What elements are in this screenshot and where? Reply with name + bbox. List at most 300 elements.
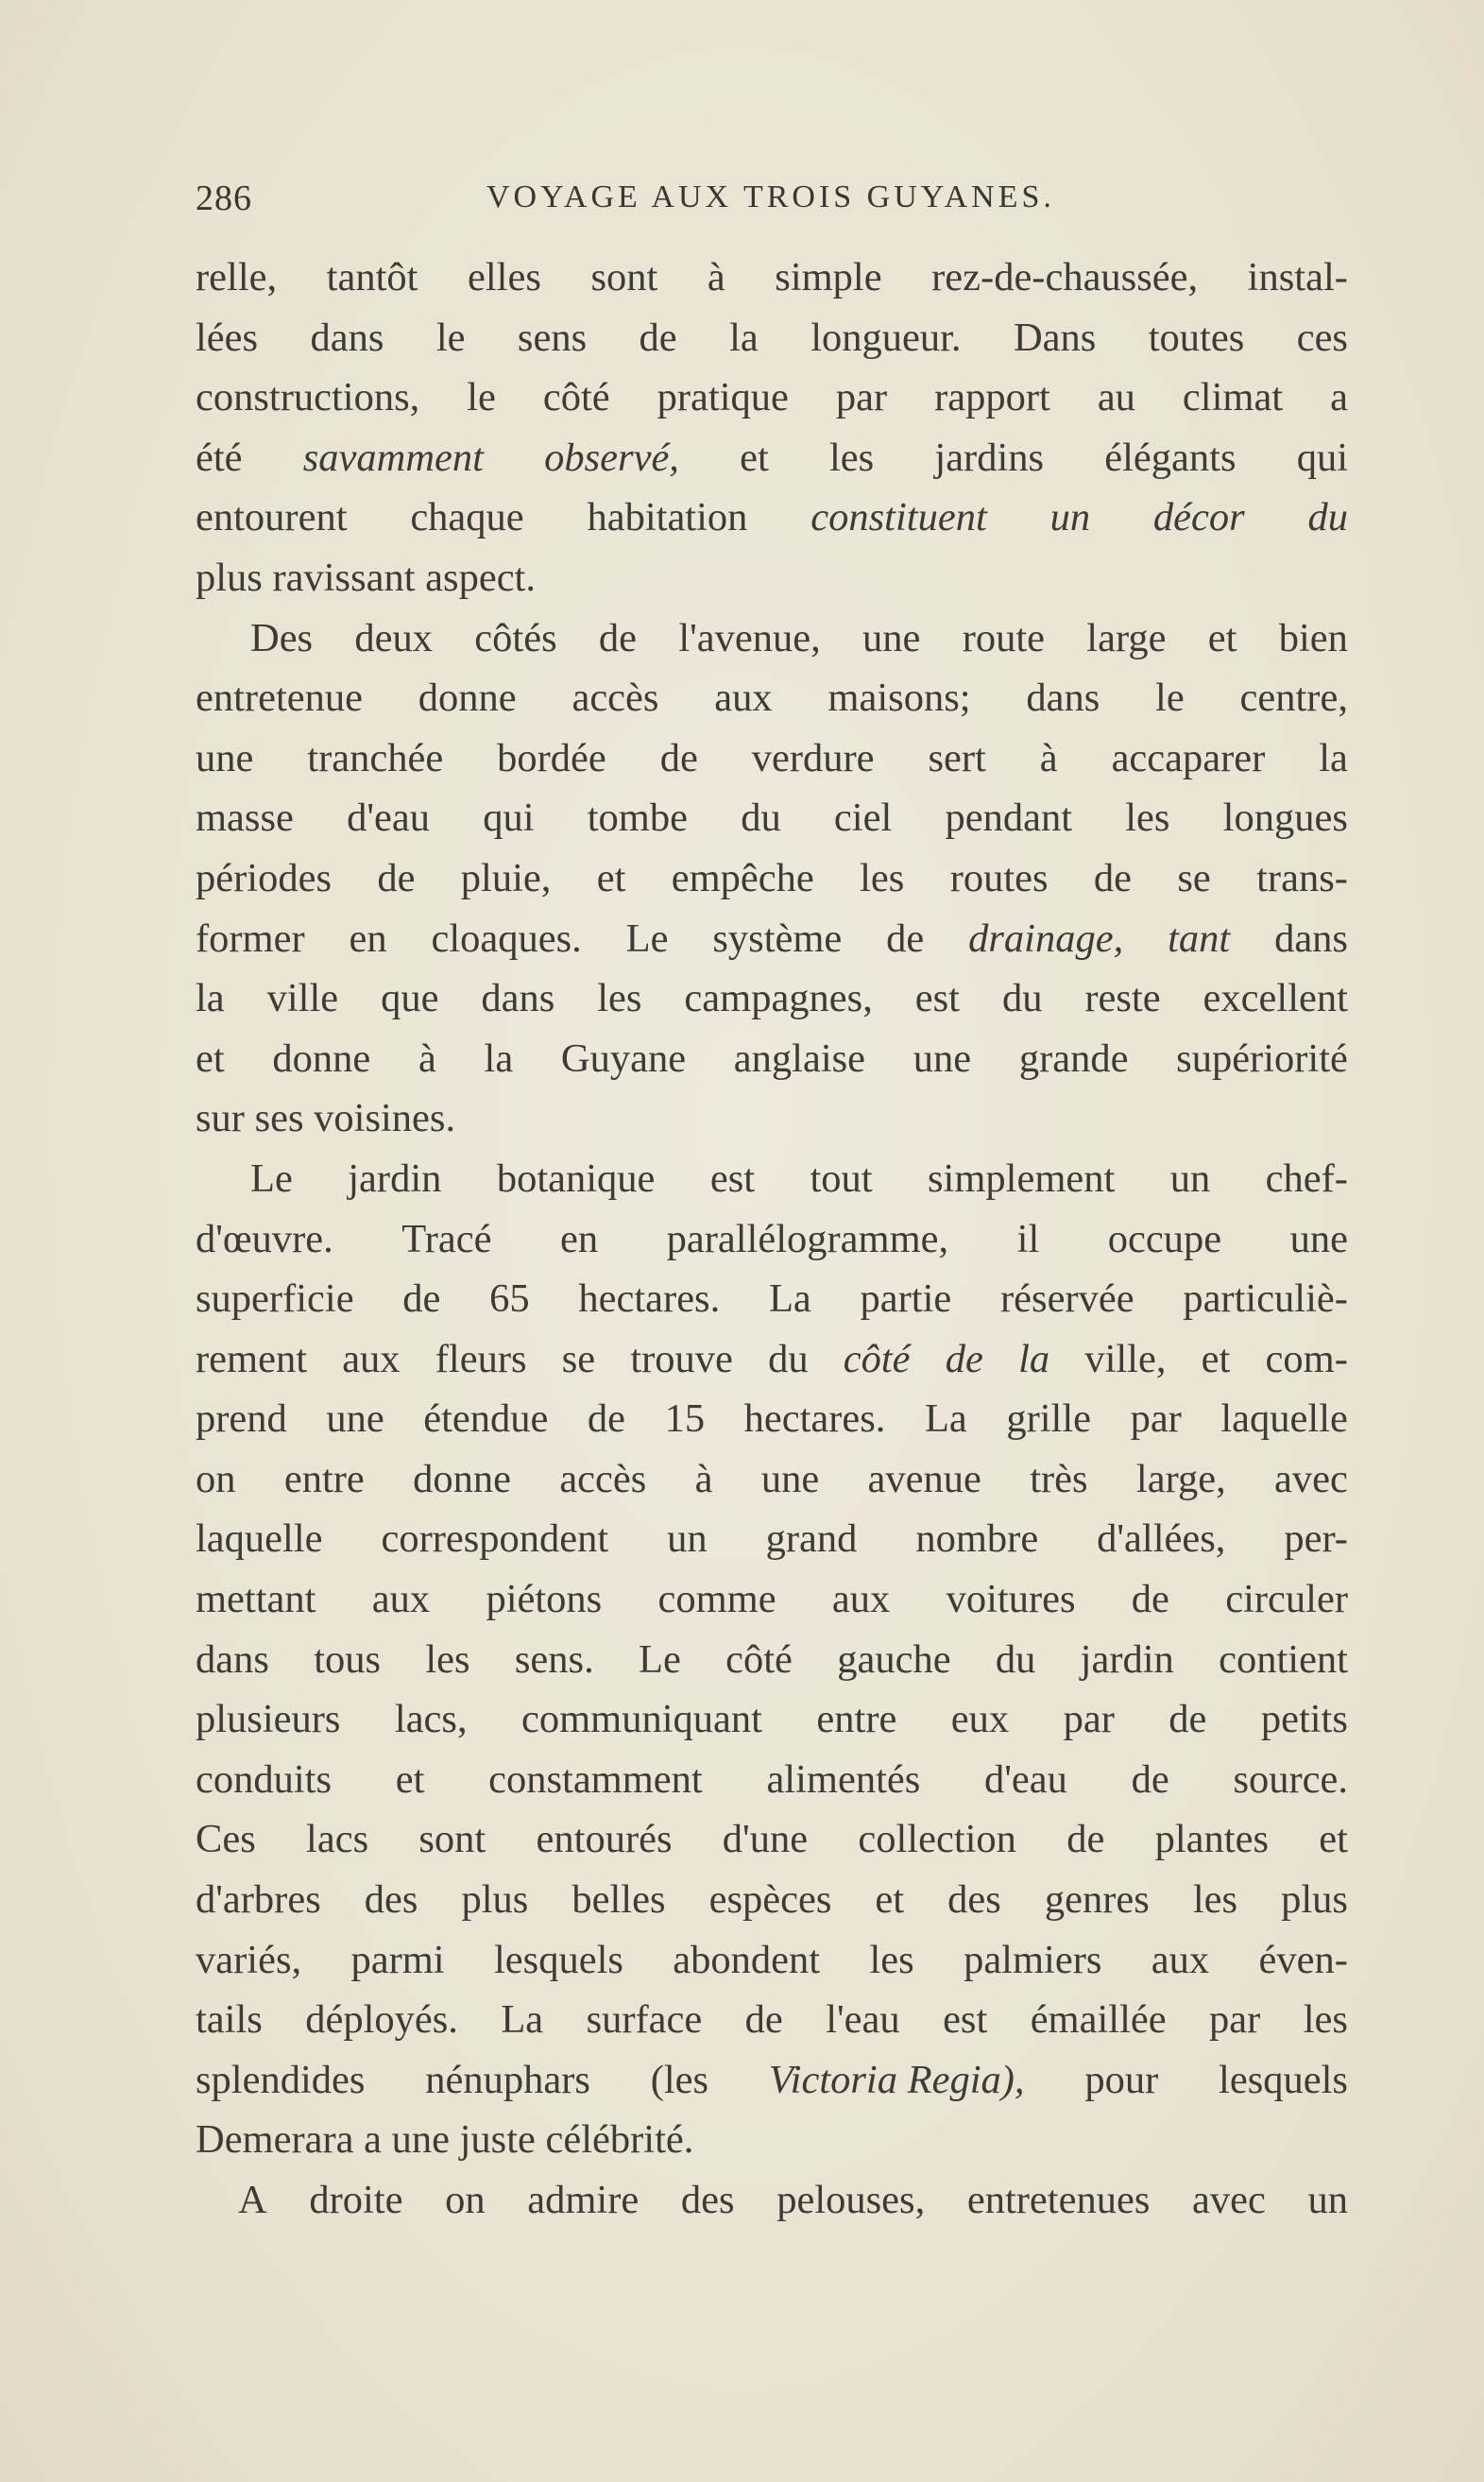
word: dans (196, 1636, 269, 1682)
word: conduits (196, 1756, 333, 1802)
word: correspondent (381, 1516, 609, 1562)
word: le (1155, 676, 1185, 721)
word: du (741, 796, 781, 841)
word: aux (831, 1577, 891, 1622)
word: du (1001, 976, 1043, 1021)
word: chef- (1265, 1155, 1348, 1201)
word: en (559, 1216, 599, 1261)
text-line (196, 428, 1348, 488)
word: simplement (928, 1155, 1116, 1201)
word: système (712, 916, 843, 961)
word: longues (1222, 796, 1348, 841)
word: est (914, 976, 960, 1021)
word: de (377, 855, 416, 900)
word: aux (714, 676, 773, 721)
word: d'une (722, 1817, 809, 1862)
word: périodes (196, 855, 332, 900)
word: nombre (915, 1516, 1039, 1562)
word: laquelle (1220, 1396, 1348, 1442)
text-line (196, 2170, 1348, 2231)
word: tant (1168, 916, 1231, 961)
word: Ces (196, 1817, 256, 1862)
word: éven- (1258, 1937, 1348, 1982)
word: de (1131, 1756, 1169, 1802)
word: simple (775, 255, 882, 300)
word: trouve (630, 1336, 733, 1381)
text-line (196, 1449, 1348, 1510)
word: (les (650, 2057, 709, 2102)
word: botanique (496, 1155, 656, 1201)
word: de (587, 1396, 626, 1442)
word: pour (1084, 2057, 1159, 2102)
text-line (196, 728, 1348, 789)
word: aux (342, 1336, 401, 1381)
word: les (860, 855, 905, 900)
word: accès (571, 676, 659, 721)
text-line (196, 608, 1348, 669)
word: de (945, 1336, 983, 1381)
word: superficie (196, 1276, 354, 1322)
word: les (828, 435, 875, 480)
text-line (196, 248, 1348, 308)
word: un (1169, 1155, 1211, 1201)
text-line (196, 1870, 1348, 1930)
word: grille (1006, 1396, 1092, 1442)
word: prend (196, 1396, 287, 1442)
word: lacs, (394, 1697, 468, 1742)
word: entretenues (966, 2178, 1151, 2222)
word: 65 (489, 1276, 530, 1322)
word: hectares. (743, 1396, 886, 1442)
word: de (1168, 1697, 1207, 1742)
word: décor (1152, 495, 1245, 540)
word: Des (250, 615, 314, 660)
word: lesquels (1219, 2057, 1348, 2102)
word: les (1303, 1997, 1348, 2043)
word: déployés. (305, 1997, 458, 2043)
text-line (196, 1509, 1348, 1569)
word: à (694, 1456, 713, 1501)
word: Le (625, 916, 669, 961)
word: instal- (1247, 255, 1348, 300)
text-line (196, 968, 1348, 1029)
word: les (1192, 1877, 1238, 1923)
word: une (1289, 1216, 1348, 1261)
word: se (1177, 855, 1211, 900)
word: et (395, 1756, 425, 1802)
word: sens. (514, 1636, 594, 1682)
word: droite (309, 2178, 403, 2222)
word: à (1039, 735, 1058, 780)
word: la (196, 976, 225, 1021)
word: fleurs (435, 1336, 527, 1381)
word: une (326, 1396, 384, 1442)
word: aux (1151, 1937, 1210, 1982)
word: grand (765, 1516, 858, 1562)
word: avec (1192, 2178, 1266, 2222)
word: 15 (664, 1396, 706, 1442)
word: source. (1233, 1756, 1348, 1802)
word: est (943, 1997, 988, 2043)
word: large, (1135, 1456, 1226, 1501)
word: communiquant (521, 1697, 762, 1742)
word: alimentés (766, 1756, 921, 1802)
word: particuliè- (1183, 1276, 1348, 1322)
word: abondent (673, 1937, 821, 1982)
word: donne (272, 1036, 371, 1081)
word: une (862, 615, 921, 660)
word: donne (418, 676, 517, 721)
word: on (445, 2178, 486, 2222)
word: climat (1182, 375, 1284, 420)
word: pluie, (460, 855, 552, 900)
word: est (709, 1155, 756, 1201)
word: sens (517, 315, 588, 360)
text-line (196, 1809, 1348, 1870)
word: par (835, 375, 888, 420)
word: de (1066, 1817, 1105, 1862)
word: laquelle (196, 1516, 323, 1562)
word: parmi (350, 1937, 445, 1982)
word: per- (1284, 1516, 1348, 1562)
word: une (760, 1456, 820, 1501)
word: ville (266, 976, 339, 1021)
word: masse (196, 796, 294, 841)
text-line (196, 788, 1348, 848)
word: une (913, 1036, 972, 1081)
word: des (364, 1877, 418, 1923)
text-line (196, 909, 1348, 969)
word: de (744, 1997, 783, 2043)
word: à (707, 255, 725, 300)
word: en (349, 916, 387, 961)
word: plus (1281, 1877, 1348, 1923)
word: et (1201, 1336, 1231, 1381)
word: et (596, 855, 626, 900)
word: la (484, 1036, 514, 1081)
word: aux (371, 1577, 431, 1622)
word: empêche (671, 855, 814, 900)
word: dans (1026, 676, 1100, 721)
word: surface (586, 1997, 703, 2043)
word: sur ses voisines. (196, 1096, 456, 1141)
word: constructions, (196, 375, 420, 420)
word: donne (413, 1456, 511, 1501)
word: par (1063, 1697, 1115, 1742)
word: savamment (302, 435, 484, 480)
text-line (196, 1149, 1348, 1209)
word: La (924, 1396, 967, 1442)
word: qui (1296, 435, 1348, 480)
word: supériorité (1176, 1036, 1348, 1081)
word: longueur. (810, 315, 962, 360)
word: un (1307, 2178, 1348, 2222)
word: les (425, 1636, 470, 1682)
word: d'eau (984, 1756, 1067, 1802)
word: campagnes, (684, 976, 873, 1021)
page-number: 286 (196, 179, 252, 218)
word: d'arbres (196, 1877, 321, 1923)
word: partie (860, 1276, 952, 1322)
word: tantôt (326, 255, 418, 300)
word: comme (657, 1577, 776, 1622)
text-line (196, 1569, 1348, 1630)
word: contient (1219, 1636, 1348, 1682)
word: tranchée (307, 735, 444, 780)
word: Demerara a une juste célébrité. (196, 2117, 694, 2163)
word: belles (571, 1877, 666, 1923)
word: constituent (810, 495, 987, 540)
word: de (1093, 855, 1133, 900)
word: elles (468, 255, 541, 300)
word: drainage, (968, 916, 1124, 961)
text-line (196, 668, 1348, 728)
word: et (875, 1877, 905, 1923)
word: collection (858, 1817, 1016, 1862)
word: ciel (833, 796, 893, 841)
word: a (1330, 375, 1348, 420)
word: La (768, 1276, 811, 1322)
word: du (1307, 495, 1348, 540)
word: côtés (474, 615, 557, 660)
text-line (196, 1269, 1348, 1329)
word: à (418, 1036, 436, 1081)
word: route (962, 615, 1046, 660)
word: pelouses, (776, 2178, 926, 2222)
text-line (196, 848, 1348, 909)
word: A (238, 2178, 267, 2222)
word: il (1016, 1216, 1040, 1261)
word: nénuphars (425, 2057, 590, 2102)
word: au (1097, 375, 1135, 420)
word: splendides (196, 2057, 366, 2102)
word: toutes (1148, 315, 1245, 360)
word: on (196, 1456, 236, 1501)
word: le (467, 375, 496, 420)
word: par (1209, 1997, 1261, 2043)
word: les (597, 976, 642, 1021)
word: jardins (934, 435, 1045, 480)
word: trans- (1256, 855, 1348, 900)
word: du (995, 1636, 1036, 1682)
word: grande (1018, 1036, 1129, 1081)
word: l'avenue, (678, 615, 821, 660)
word: un (667, 1516, 708, 1562)
text-line (196, 1750, 1348, 1810)
text-line (196, 308, 1348, 368)
word: qui (483, 796, 535, 841)
word: anglaise (733, 1036, 866, 1081)
word: entretenue (196, 676, 363, 721)
word: de (639, 315, 677, 360)
word: entre (283, 1456, 365, 1501)
word: les (1125, 796, 1170, 841)
word: des (947, 1877, 1001, 1923)
word: plus (461, 1877, 529, 1923)
word: relle, (196, 255, 278, 300)
word: large (1086, 615, 1167, 660)
word: l'eau (826, 1997, 900, 2043)
word: se (561, 1336, 596, 1381)
word: et (1319, 1817, 1348, 1862)
word: un (1049, 495, 1091, 540)
word: tails (196, 1997, 263, 2043)
word: Tracé (401, 1216, 492, 1261)
word: d'œuvre. (196, 1216, 333, 1261)
word: de (659, 735, 698, 780)
word: maisons; (827, 676, 971, 721)
word: été (196, 435, 243, 480)
word: verdure (751, 735, 875, 780)
word: de (886, 916, 925, 961)
word: ces (1296, 315, 1348, 360)
word: des (680, 2178, 735, 2222)
word: d'allées, (1097, 1516, 1226, 1562)
word: habitation (587, 495, 748, 540)
word: du (768, 1336, 809, 1381)
word: les (869, 1937, 914, 1982)
word: côté (542, 375, 610, 420)
word: rez-de-chaussée, (931, 255, 1199, 300)
word: lées (196, 315, 259, 360)
word: lacs (306, 1817, 369, 1862)
text-line (196, 488, 1348, 548)
word: plusieurs (196, 1697, 341, 1742)
text-line (196, 1630, 1348, 1690)
word: et (1207, 615, 1237, 660)
word: le (435, 315, 466, 360)
word: lesquels (494, 1937, 623, 1982)
word: Dans (1013, 315, 1097, 360)
word: avec (1274, 1456, 1348, 1501)
word: la (1319, 735, 1348, 780)
word: com- (1265, 1336, 1348, 1381)
word: routes (949, 855, 1049, 900)
word: petits (1260, 1697, 1348, 1742)
running-title: VOYAGE AUX TROIS GUYANES. (486, 180, 1055, 214)
word: espèces (708, 1877, 832, 1923)
word: sont (418, 1817, 486, 1862)
word: réservée (1000, 1276, 1134, 1322)
text-line (196, 2110, 1348, 2170)
word: accès (559, 1456, 647, 1501)
word: occupe (1107, 1216, 1222, 1261)
text-line (196, 1930, 1348, 1991)
word: élégants (1104, 435, 1237, 480)
word: eux (950, 1697, 1010, 1742)
word: genres (1044, 1877, 1150, 1923)
word: gauche (837, 1636, 951, 1682)
word: tout (810, 1155, 873, 1201)
word: constamment (488, 1756, 703, 1802)
word: pratique (657, 375, 789, 420)
word: bordée (497, 735, 606, 780)
word: bien (1278, 615, 1348, 660)
word: de (402, 1276, 441, 1322)
word: dans (310, 315, 384, 360)
word: former (196, 916, 305, 961)
word: dans (481, 976, 555, 1021)
text-line (196, 368, 1348, 428)
word: observé, (544, 435, 679, 480)
word: admire (527, 2178, 640, 2222)
word: deux (354, 615, 434, 660)
word: tombe (587, 796, 688, 841)
word: voitures (946, 1577, 1076, 1622)
word: plantes (1154, 1817, 1270, 1862)
word: côté (843, 1336, 911, 1381)
word: étendue (423, 1396, 549, 1442)
word: avenue (867, 1456, 981, 1501)
text-line (196, 548, 1348, 608)
word: rapport (934, 375, 1050, 420)
word: de (1131, 1577, 1169, 1622)
word: chaque (410, 495, 524, 540)
word: la (729, 315, 759, 360)
word: plus ravissant aspect. (196, 555, 536, 600)
text-line (196, 1329, 1348, 1390)
word: dans (1274, 916, 1348, 961)
word: Guyane (560, 1036, 687, 1081)
word: centre, (1239, 676, 1348, 721)
word: palmiers (964, 1937, 1102, 1982)
text-line (196, 1689, 1348, 1750)
word: la (1018, 1336, 1050, 1381)
word: ville, (1084, 1336, 1167, 1381)
word: entourent (196, 495, 348, 540)
word: parallélogramme, (666, 1216, 949, 1261)
word: La (501, 1997, 544, 2043)
word: tous (314, 1636, 382, 1682)
word: excellent (1203, 976, 1348, 1021)
text-line (196, 1389, 1348, 1449)
word: que (381, 976, 439, 1021)
word: et (196, 1036, 225, 1081)
word: piétons (486, 1577, 603, 1622)
word: émaillée (1030, 1997, 1167, 2043)
word: variés, (196, 1937, 302, 1982)
word: et (740, 435, 769, 480)
text-line (196, 1088, 1348, 1149)
body-text (196, 248, 1348, 2231)
word: jardin (1080, 1636, 1174, 1682)
word: pendant (945, 796, 1073, 841)
word: jardin (348, 1155, 442, 1201)
word: cloaques. (431, 916, 582, 961)
word: accaparer (1111, 735, 1266, 780)
word: d'eau (347, 796, 430, 841)
word: rement (196, 1336, 307, 1381)
word: Le (250, 1155, 293, 1201)
word: Le (639, 1636, 681, 1682)
word: mettant (196, 1577, 316, 1622)
word: Victoria Regia), (768, 2057, 1025, 2102)
page-header (196, 178, 1348, 225)
text-line (196, 2050, 1348, 2111)
word: circuler (1225, 1577, 1348, 1622)
word: une (196, 735, 254, 780)
word: entourés (536, 1817, 673, 1862)
text-line (196, 1209, 1348, 1270)
text-line (196, 1029, 1348, 1089)
word: très (1030, 1456, 1088, 1501)
word: par (1130, 1396, 1182, 1442)
text-line (196, 1990, 1348, 2050)
word: entre (816, 1697, 897, 1742)
word: côté (725, 1636, 793, 1682)
word: hectares. (578, 1276, 721, 1322)
word: sont (590, 255, 658, 300)
